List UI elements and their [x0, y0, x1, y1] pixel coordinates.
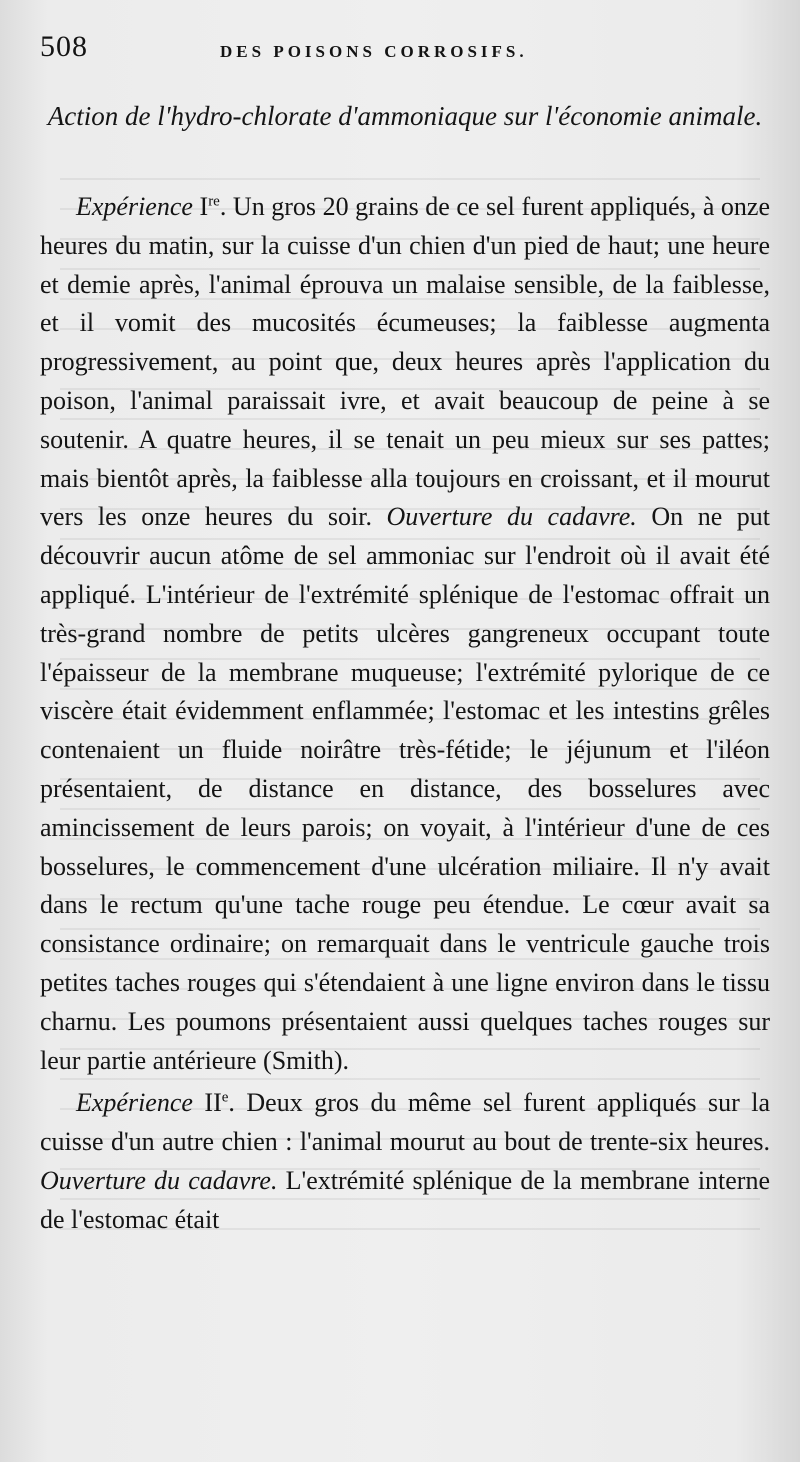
- experience-numeral: II: [204, 1088, 222, 1118]
- paragraph-experience-1: Expérience Ire. Un gros 20 grains de ce sel furent appliqués, à onze heures du matin, sur la cuisse d'un chien d'un pied de haut; une heure et demie après, l'animal éprouva un malaise sensible, de la faiblesse, et il vomit des mucosités écumeuses; la faiblesse augmenta progressivement, au point que, deux heures après l'application du poison, l'animal paraissait ivre, et avait beaucoup de peine à se soutenir. A quatre heures, il se tenait un peu mieux sur ses pattes; mais bientôt après, la faiblesse alla toujours en croissant, et il mourut vers les onze heures du soir. Ouverture du cadavre. On ne put découvrir aucun atôme de sel ammoniac sur l'endroit où il avait été appliqué. L'intérieur de l'extrémité splénique de l'estomac offrait un très-grand nombre de petits ulcères gangreneux occupant toute l'épaisseur de la membrane muqueuse; l'extrémité pylorique de ce viscère était évidemment enflammée; l'estomac et les intestins grêles contenaient un fluide noirâtre très-fétide; le jéjunum et l'iléon présentaient, de distance en distance, des bosselures avec amincissement de leurs parois; on voyait, à l'intérieur d'une de ces bosselures, le commencement d'une ulcération miliaire. Il n'y avait dans le rectum qu'une tache rouge peu étendue. Le cœur avait sa consistance ordinaire; on remarquait dans le ventricule gauche trois petites taches rouges qui s'étendaient à une ligne environ dans le tissu charnu. Les poumons présentaient aussi quelques taches rouges sur leur partie antérieure (Smith).: [40, 192, 771, 1075]
- running-head: [40, 30, 780, 80]
- running-title: DES POISONS CORROSIFS.: [220, 42, 528, 61]
- autopsy-heading: Ouverture du cadavre.: [40, 1165, 278, 1195]
- experience-label: Expérience: [76, 192, 193, 221]
- experience-numeral: I: [199, 192, 209, 221]
- experience-numeral-sup: e: [221, 1089, 229, 1106]
- body-text: [40, 188, 770, 1240]
- paragraph-text: Deux gros du même sel furent appliqués sur la cuisse d'un autre chien : l'animal mourut au bout de trente-six heures.: [40, 1088, 770, 1157]
- autopsy-heading: Ouverture du cadavre.: [386, 502, 637, 532]
- experience-numeral-sup: re: [208, 193, 220, 210]
- section-title: Action de l'hydro-chlorate d'ammoniaque sur l'économie animale.: [47, 101, 763, 131]
- paragraph-experience-2: Expérience IIe. Deux gros du même sel furent appliqués sur la cuisse d'un autre chien : l'animal mourut au bout de trente-six heures. Ouverture du cadavre. L'extrémité splénique de la membrane interne de l'estomac était: [40, 1088, 771, 1234]
- paragraph-text: Un gros 20 grains de ce sel furent appliqués, à onze heures du matin, sur la cuisse d'un chien d'un pied de haut; une heure et demie après, l'animal éprouva un malaise sensible, de la faiblesse, et il vomit des mucosités écumeuses; la faiblesse augmenta progressivement, au point que, deux heures après l'application du poison, l'animal paraissait ivre, et avait beaucoup de peine à se soutenir. A quatre heures, il se tenait un peu mieux sur ses pattes; mais bientôt après, la faiblesse alla toujours en croissant, et il mourut vers les onze heures du soir.: [40, 192, 771, 532]
- experience-label: Expérience: [76, 1088, 193, 1118]
- page-number: 508: [40, 30, 88, 63]
- paragraph-text: On ne put découvrir aucun atôme de sel ammoniac sur l'endroit où il avait été appliqué. L'intérieur de l'extrémité splénique de l'estomac offrait un très-grand nombre de petits ulcères gangreneux occupant toute l'épaisseur de la membrane muqueuse; l'extrémité pylorique de ce viscère était évidemment enflammée; l'estomac et les intestins grêles contenaient un fluide noirâtre très-fétide; le jéjunum et l'iléon présentaient, de distance en distance, des bosselures avec amincissement de leurs parois; on voyait, à l'intérieur d'une de ces bosselures, le commencement d'une ulcération miliaire. Il n'y avait dans le rectum qu'une tache rouge peu étendue. Le cœur avait sa consistance ordinaire; on remarquait dans le ventricule gauche trois petites taches rouges qui s'étendaient à une ligne environ dans le tissu charnu. Les poumons présentaient aussi quelques taches rouges sur leur partie antérieure (Smith).: [40, 502, 771, 1075]
- paragraph-text: L'extrémité splénique de la membrane interne de l'estomac était: [40, 1165, 771, 1234]
